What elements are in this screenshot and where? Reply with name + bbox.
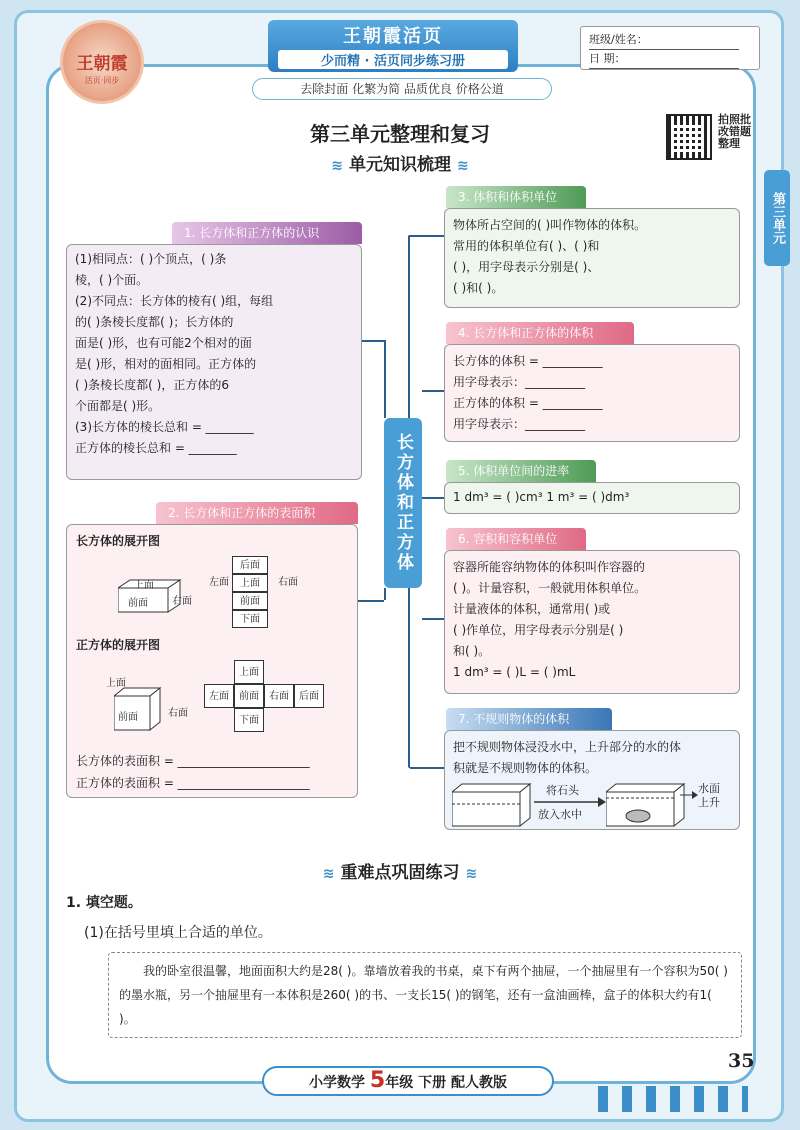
card6-title: 6. 容积和容积单位 [446, 528, 586, 550]
cuboid-top-label: 上面 [134, 580, 154, 591]
card5-title: 5. 体积单位间的进率 [446, 460, 596, 482]
section-heading-1 [0, 150, 800, 175]
card1-line: (3)长方体的棱长总和 = ________ [75, 420, 254, 434]
side-tab: 第三单元 [764, 170, 790, 266]
section-heading-2 [0, 858, 800, 883]
card4-title: 4. 长方体和正方体的体积 [446, 322, 634, 344]
brand-title: 王朝霞活页 [343, 26, 443, 47]
arrow-text-top: 将石头 [546, 784, 579, 797]
net-bottom: 下面 [232, 610, 268, 628]
footer-subject: 小学数学 [309, 1075, 366, 1091]
card4-line: 用字母表示：__________ [453, 375, 586, 389]
card2-title: 2. 长方体和正方体的表面积 [156, 502, 358, 524]
card6-line: 1 dm³ = ( )L = ( )mL [453, 665, 576, 679]
cube-net-front: 前面 [234, 684, 264, 708]
arrow-icon [680, 790, 698, 800]
surface-cube-formula: 正方体的表面积 = ______________________ [76, 776, 310, 790]
card6-line: 容器所能容纳物体的体积叫作容器的 [453, 560, 646, 574]
connector-line [422, 618, 444, 620]
footer-grade-number: 5 [369, 1068, 386, 1093]
brand-subtitle: 少而精 · 活页同步练习册 [278, 50, 508, 69]
card1-line: (1)相同点：( )个顶点，( )条 [75, 252, 227, 266]
card-capacity [444, 550, 740, 694]
footer-banner [262, 1066, 554, 1096]
net-right: 右面 [278, 577, 298, 588]
card4-line: 正方体的体积 = __________ [453, 396, 603, 410]
connector-line [384, 588, 386, 600]
connector-line [422, 390, 444, 392]
card3-line: 物体所占空间的( )叫作物体的体积。 [453, 218, 647, 232]
logo-text: 王朝霞 [76, 54, 128, 74]
connector-line [358, 600, 384, 602]
tank-before-drawing [452, 782, 532, 828]
card-unit-rates [444, 482, 740, 514]
wave-icon: ≋ [331, 158, 343, 174]
wave-icon: ≋ [465, 866, 478, 882]
logo-sub: 活页·同步 [84, 76, 120, 85]
cube-net-heading: 正方体的展开图 [76, 638, 161, 652]
rise-line-1: 水面 [698, 782, 720, 795]
tank-after-drawing [606, 782, 686, 828]
connector-line [410, 235, 444, 237]
card-volume-formula [444, 344, 740, 442]
card1-line: 是( )形，相对的面相同。正方体的 [75, 357, 257, 371]
net-left: 左面 [209, 577, 229, 588]
connector-line [408, 588, 410, 768]
qr-text: 拍照批改错题整理 [718, 113, 751, 150]
page-title: 第三单元整理和复习 [310, 122, 490, 146]
card1-line: 棱，( )个面。 [75, 273, 149, 287]
card1-line: (2)不同点：长方体的棱有( )组，每组 [75, 294, 274, 308]
card7-title: 7. 不规则物体的体积 [446, 708, 612, 730]
cube-net-left: 左面 [204, 684, 234, 708]
fill-in-paragraph[interactable]: 我的卧室很温馨，地面面积大约是28( )。靠墙放着我的书桌，桌下有两个抽屉，一个抽屉里有一个容积为50( )的墨水瓶，另一个抽屉里有一本体积是260( )的书、一支长15( )的钢笔，还有一盒油画棒，盒子的体积大约有1( )。 [108, 952, 742, 1038]
card-volume-units [444, 208, 740, 308]
brand-banner [268, 20, 518, 72]
card6-line: ( )作单位，用字母表示分别是( ) [453, 623, 624, 637]
question-1-part-1: (1)在括号里填上合适的单位。 [84, 925, 272, 941]
card6-line: 和( )。 [453, 644, 491, 658]
name-date-box [580, 26, 760, 70]
connector-line [422, 497, 444, 499]
section-title: 重难点巩固练习 [340, 863, 460, 883]
card6-line: 计量液体的体积，通常用( )或 [453, 602, 611, 616]
cube-net-back: 后面 [294, 684, 324, 708]
card4-line: 用字母表示：__________ [453, 417, 586, 431]
date-field[interactable]: 日 期： [589, 50, 739, 69]
card3-title: 3. 体积和体积单位 [446, 186, 586, 208]
decorative-stripes [598, 1086, 748, 1112]
arrow-text-bottom: 放入水中 [538, 808, 582, 821]
cuboid-right-label: 右面 [172, 596, 192, 607]
cube-front-label: 前面 [118, 712, 138, 723]
connector-line [408, 235, 410, 418]
card1-line: 面是( )形，也有可能2个相对的面 [75, 336, 252, 350]
mindmap-center: 长方体和正方体 [384, 418, 422, 588]
connector-line [410, 767, 444, 769]
connector-line [384, 340, 386, 418]
card5-line: 1 dm³ = ( )cm³ 1 m³ = ( )dm³ [453, 490, 630, 504]
card-cuboid-cube [66, 244, 362, 480]
cube-top-label: 上面 [106, 678, 126, 689]
name-field[interactable]: 班级/姓名： [589, 31, 739, 50]
water-rise-text [698, 782, 720, 810]
cuboid-front-label: 前面 [128, 598, 148, 609]
cube-net-top: 上面 [234, 660, 264, 684]
card6-line: ( )。计量容积，一般就用体积单位。 [453, 581, 647, 595]
net-back: 后面 [232, 556, 268, 574]
cuboid-net-heading: 长方体的展开图 [76, 534, 161, 548]
connector-line [362, 340, 384, 342]
slogan: 去除封面 化繁为简 品质优良 价格公道 [252, 78, 552, 100]
surface-cuboid-formula: 长方体的表面积 = ______________________ [76, 754, 310, 768]
net-top: 上面 [232, 574, 268, 592]
card3-line: ( )和( )。 [453, 281, 504, 295]
card1-title: 1. 长方体和正方体的认识 [172, 222, 362, 244]
rise-line-2: 上升 [698, 796, 720, 809]
wave-icon: ≋ [457, 158, 469, 174]
footer-grade: 年级 [385, 1075, 414, 1091]
section-title: 单元知识梳理 [349, 155, 451, 175]
card7-line: 积就是不规则物体的体积。 [453, 761, 598, 775]
net-front: 前面 [232, 592, 268, 610]
footer-edition: 配人教版 [450, 1075, 507, 1091]
card1-line: 个面都是( )形。 [75, 399, 161, 413]
card4-line: 长方体的体积 = __________ [453, 354, 603, 368]
cube-right-label: 右面 [168, 708, 188, 719]
brand-logo [60, 20, 144, 104]
wave-icon: ≋ [322, 866, 335, 882]
card3-line: 常用的体积单位有( )、( )和 [453, 239, 600, 253]
card1-line: 的( )条棱长度都( )；长方体的 [75, 315, 234, 329]
page-number: 35 [728, 1050, 755, 1072]
card1-line: 正方体的棱长总和 = ________ [75, 441, 237, 455]
footer-volume: 下册 [418, 1075, 447, 1091]
card1-line: ( )条棱长度都( )，正方体的6 [75, 378, 229, 392]
cube-net-right: 右面 [264, 684, 294, 708]
question-1: 1. 填空题。 [66, 895, 142, 911]
card3-line: ( )，用字母表示分别是( )、 [453, 260, 600, 274]
card7-line: 把不规则物体浸没水中，上升部分的水的体 [453, 740, 682, 754]
cube-net-bottom: 下面 [234, 708, 264, 732]
